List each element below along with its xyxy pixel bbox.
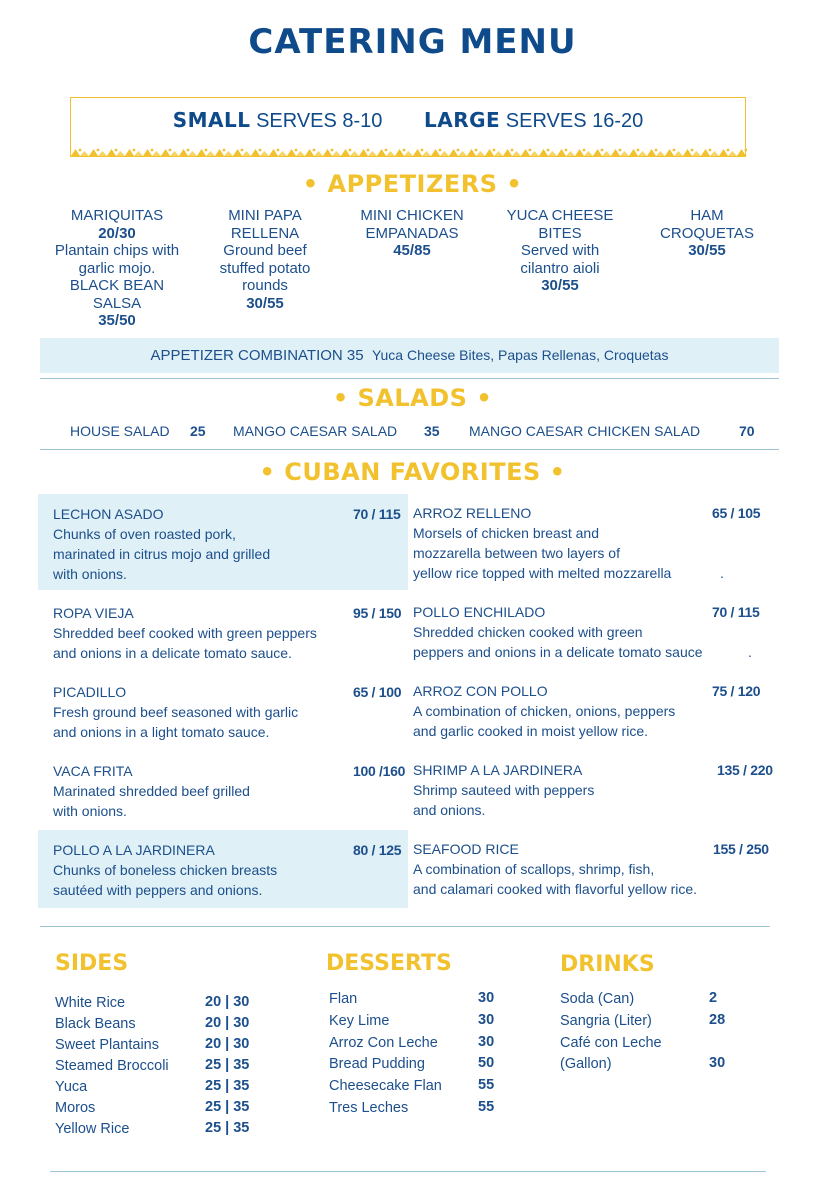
list-item xyxy=(560,1055,760,1077)
item-price: 28 xyxy=(709,1011,726,1028)
item-name: Key Lime xyxy=(329,1012,390,1029)
desserts-title: DESSERTS xyxy=(326,951,452,976)
list-item xyxy=(560,990,760,1012)
list-item xyxy=(55,994,255,1015)
list-item xyxy=(55,1099,255,1120)
appetizer-price: 45/85 xyxy=(393,242,431,259)
favorite-name: ROPA VIEJA xyxy=(53,605,134,621)
item-name: Steamed Broccoli xyxy=(55,1058,169,1074)
appetizers-title: • APPETIZERS • xyxy=(302,170,523,198)
list-item xyxy=(55,1120,255,1141)
appetizer-price: 20/30 xyxy=(98,224,136,242)
favorite-price: 70 / 115 xyxy=(353,506,401,522)
favorite-name: ARROZ RELLENO xyxy=(413,505,532,521)
favorite-desc: with onions. xyxy=(53,566,127,582)
salad-name: MANGO CAESAR CHICKEN SALAD xyxy=(469,423,701,439)
favorite-desc: sautéed with peppers and onions. xyxy=(53,882,263,898)
trailing-dot: . xyxy=(748,644,752,660)
appetizer-combination-band xyxy=(40,338,779,373)
appetizer-price: 30/55 xyxy=(541,277,579,294)
item-name: Tres Leches xyxy=(329,1099,409,1116)
favorite-desc: A combination of scallops, shrimp, fish, xyxy=(413,861,655,877)
salad-name: MANGO CAESAR SALAD xyxy=(233,423,398,439)
favorite-desc: and garlic cooked in moist yellow rice. xyxy=(413,723,648,739)
list-item xyxy=(329,1055,529,1077)
favorite-price: 95 / 150 xyxy=(353,605,402,621)
sides-title: SIDES xyxy=(55,951,129,976)
list-item xyxy=(329,1099,529,1121)
item-name: Yellow Rice xyxy=(55,1121,130,1137)
combination-label: APPETIZER COMBINATION 35 xyxy=(150,347,364,364)
list-item xyxy=(55,1015,255,1036)
favorite-desc: Marinated shredded beef grilled xyxy=(53,783,250,799)
item-name: (Gallon) xyxy=(560,1056,612,1073)
favorite-desc: marinated in citrus mojo and grilled xyxy=(53,546,271,562)
salad-price: 70 xyxy=(739,423,755,439)
cuban-favorites-title: • CUBAN FAVORITES • xyxy=(259,458,566,486)
favorite-price: 70 / 115 xyxy=(712,604,760,620)
favorite-desc: and onions. xyxy=(413,802,486,818)
favorite-item xyxy=(53,840,353,900)
sides-list xyxy=(55,994,255,1141)
list-item xyxy=(55,1036,255,1057)
favorite-price: 100 /160 xyxy=(353,763,406,779)
favorite-name: SHRIMP A LA JARDINERA xyxy=(413,762,583,778)
favorite-desc: and onions in a delicate tomato sauce. xyxy=(53,645,292,661)
item-name: Sweet Plantains xyxy=(55,1037,159,1053)
item-price: 25 | 35 xyxy=(205,1099,250,1115)
list-item xyxy=(329,1034,529,1056)
item-price: 55 xyxy=(478,1077,495,1094)
favorite-name: ARROZ CON POLLO xyxy=(413,683,548,699)
item-price: 30 xyxy=(709,1055,726,1072)
appetizer-desc: Plantain chips with garlic mojo. xyxy=(54,242,180,277)
combination-items: Yuca Cheese Bites, Papas Rellenas, Croquetas xyxy=(371,347,669,363)
drinks-list xyxy=(560,990,760,1077)
item-name: Flan xyxy=(329,991,358,1007)
item-price: 25 | 35 xyxy=(205,1057,250,1073)
appetizer-desc: Served with cilantro aioli xyxy=(520,242,600,277)
item-price: 2 xyxy=(709,990,718,1006)
drinks-title: DRINKS xyxy=(560,952,655,977)
serving-sizes-box xyxy=(70,97,746,157)
divider xyxy=(40,449,779,450)
favorite-desc: with onions. xyxy=(53,803,127,819)
appetizer-combination xyxy=(40,347,779,364)
item-name: Yuca xyxy=(55,1079,88,1095)
favorite-item xyxy=(413,602,733,662)
appetizer-price: 30/55 xyxy=(246,294,284,312)
favorite-item xyxy=(53,682,353,742)
appetizer-item xyxy=(655,207,759,260)
salad-name: HOUSE SALAD xyxy=(70,423,170,439)
appetizer-item xyxy=(52,207,182,330)
favorite-price: 75 / 120 xyxy=(712,683,761,699)
favorite-desc: peppers and onions in a delicate tomato sauce xyxy=(413,644,703,660)
appetizer-name: MARIQUITAS xyxy=(70,207,164,224)
favorite-item xyxy=(413,681,733,741)
favorite-price: 80 / 125 xyxy=(353,842,402,858)
appetizer-price: 30/55 xyxy=(688,242,726,259)
favorite-desc: Shrimp sauteed with peppers xyxy=(413,782,595,798)
item-name: Sangria (Liter) xyxy=(560,1012,652,1029)
favorite-name: LECHON ASADO xyxy=(53,506,164,522)
favorite-desc: yellow rice topped with melted mozzarella xyxy=(413,565,672,581)
favorite-item xyxy=(413,839,743,899)
divider xyxy=(40,378,779,379)
desserts-list xyxy=(329,990,529,1121)
salads-title: • SALADS • xyxy=(332,384,493,412)
item-price: 30 xyxy=(478,1011,495,1028)
item-price: 20 | 30 xyxy=(205,1015,250,1031)
favorite-desc: Fresh ground beef seasoned with garlic xyxy=(53,704,299,720)
favorite-desc: Chunks of oven roasted pork, xyxy=(53,526,236,542)
favorite-price: 155 / 250 xyxy=(713,841,769,857)
decorative-border-pattern xyxy=(71,147,747,156)
item-price: 20 | 30 xyxy=(205,994,250,1010)
item-price: 25 | 35 xyxy=(205,1078,250,1094)
large-serves: SERVES 16-20 xyxy=(505,110,644,132)
item-price: 30 xyxy=(478,1033,495,1050)
small-serves: SERVES 8-10 xyxy=(256,110,383,132)
large-label: LARGE xyxy=(424,108,501,132)
appetizer-item xyxy=(352,207,472,260)
favorite-item xyxy=(53,761,353,821)
item-price: 30 xyxy=(478,990,495,1006)
item-name: White Rice xyxy=(55,995,126,1011)
item-name: Arroz Con Leche xyxy=(329,1034,438,1051)
list-item xyxy=(329,990,529,1012)
list-item xyxy=(560,1034,760,1056)
favorite-desc: A combination of chicken, onions, peppers xyxy=(413,703,676,719)
favorite-desc: Chunks of boneless chicken breasts xyxy=(53,862,278,878)
appetizer-name: YUCA CHEESE BITES xyxy=(506,207,614,242)
favorite-desc: Morsels of chicken breast and xyxy=(413,525,599,541)
appetizer-name: HAM CROQUETAS xyxy=(660,207,754,242)
item-price: 20 | 30 xyxy=(205,1036,250,1052)
favorite-name: POLLO ENCHILADO xyxy=(413,604,546,620)
favorite-price: 135 / 220 xyxy=(717,762,773,778)
favorite-desc: Shredded chicken cooked with green xyxy=(413,624,643,640)
appetizer-item xyxy=(212,207,318,312)
favorite-name: POLLO A LA JARDINERA xyxy=(53,842,215,858)
divider xyxy=(50,1171,766,1172)
item-name: Moros xyxy=(55,1100,96,1116)
divider xyxy=(40,926,770,927)
page-title: CATERING MENU xyxy=(248,22,577,62)
list-item xyxy=(55,1057,255,1078)
favorite-desc: mozzarella between two layers of xyxy=(413,545,620,561)
favorite-desc: Shredded beef cooked with green peppers xyxy=(53,625,317,641)
favorite-desc: and onions in a light tomato sauce. xyxy=(53,724,270,740)
item-name: Black Beans xyxy=(55,1016,136,1032)
appetizer-name: MINI CHICKEN EMPANADAS xyxy=(360,207,464,242)
favorite-name: PICADILLO xyxy=(53,684,127,700)
item-name: Bread Pudding xyxy=(329,1056,425,1073)
item-price: 50 xyxy=(478,1055,495,1072)
list-item xyxy=(560,1012,760,1034)
salad-price: 35 xyxy=(424,423,440,439)
favorite-item xyxy=(413,760,713,820)
favorite-name: SEAFOOD RICE xyxy=(413,841,519,857)
favorite-price: 65 / 105 xyxy=(712,505,761,521)
appetizer-desc: Ground beef stuffed potato rounds xyxy=(219,242,311,294)
list-item xyxy=(55,1078,255,1099)
list-item xyxy=(329,1077,529,1099)
trailing-dot: . xyxy=(720,565,724,581)
salad-price: 25 xyxy=(190,423,206,439)
item-name: Cheesecake Flan xyxy=(329,1078,442,1095)
item-price: 55 xyxy=(478,1098,495,1115)
favorite-item xyxy=(53,504,353,584)
list-item xyxy=(329,1012,529,1034)
favorite-item xyxy=(413,503,733,583)
serving-sizes-row xyxy=(71,108,745,133)
appetizer-extra: BLACK BEAN SALSA xyxy=(69,277,165,312)
appetizer-extra-price: 35/50 xyxy=(98,312,136,329)
favorite-name: VACA FRITA xyxy=(53,763,133,779)
favorite-item xyxy=(53,603,353,663)
item-name: Café con Leche xyxy=(560,1034,662,1051)
small-label: SMALL xyxy=(172,108,251,132)
favorite-desc: and calamari cooked with flavorful yellow rice. xyxy=(413,881,698,897)
favorite-price: 65 / 100 xyxy=(353,684,402,700)
appetizer-item xyxy=(500,207,620,295)
appetizer-name: MINI PAPA RELLENA xyxy=(228,207,302,242)
item-price: 25 | 35 xyxy=(205,1120,250,1136)
item-name: Soda (Can) xyxy=(560,991,635,1007)
